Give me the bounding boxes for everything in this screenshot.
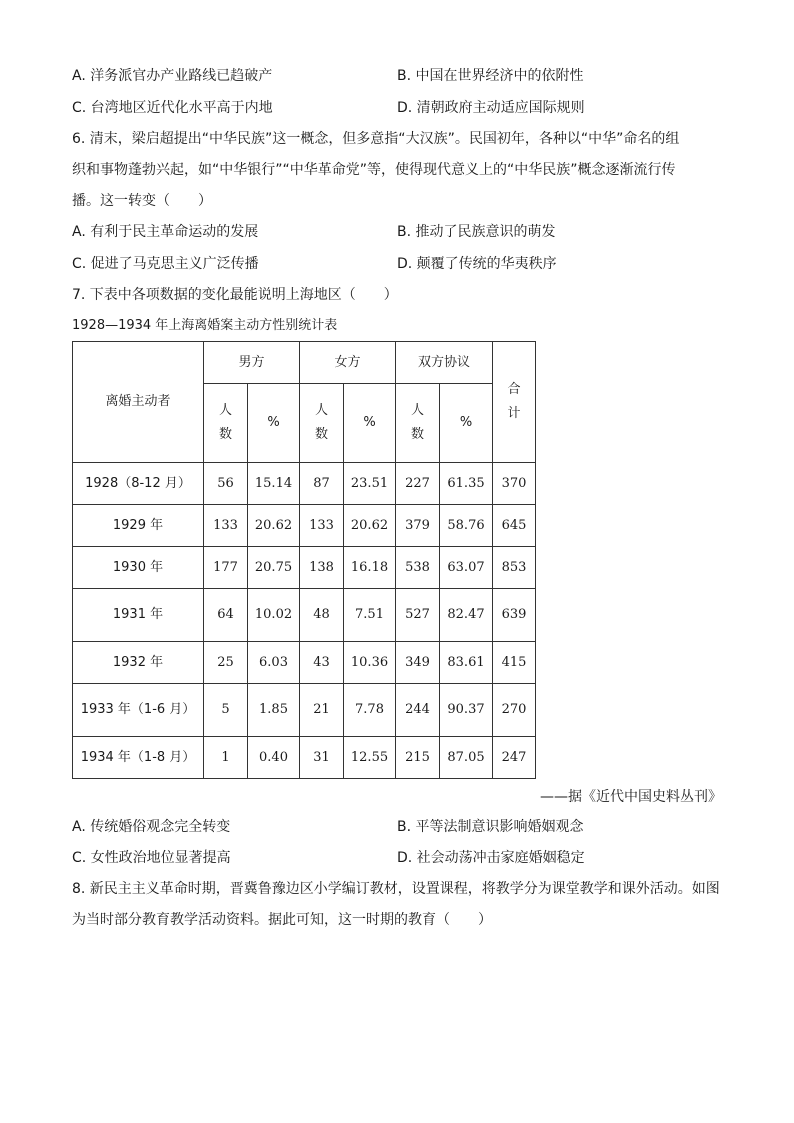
cell-m-p: 10.02 (248, 589, 300, 642)
subheader-people-label: 人数 (314, 403, 328, 442)
q7-option-a: A. 传统婚俗观念完全转变 (72, 819, 231, 835)
table-title: 1928—1934 年上海离婚案主动方性别统计表 (72, 318, 338, 333)
cell-b-n: 244 (396, 684, 440, 737)
cell-b-n: 379 (396, 505, 440, 547)
divorce-statistics-table (72, 341, 536, 779)
cell-f-n: 21 (300, 684, 344, 737)
q5-option-d: D. 清朝政府主动适应国际规则 (397, 100, 585, 116)
subheader-people-label: 人数 (410, 403, 424, 442)
cell-m-n: 133 (204, 505, 248, 547)
cell-total: 415 (493, 642, 536, 684)
table-source: ——据《近代中国史料丛刊》 (540, 789, 722, 805)
cell-m-n: 5 (204, 684, 248, 737)
row-period: 1931 年 (73, 589, 204, 642)
cell-m-n: 1 (204, 737, 248, 779)
q6-stem-line-1: 6. 清末，梁启超提出“中华民族”这一概念，但多意指“大汉族”。民国初年，各种以“中华”命名的组 (72, 131, 680, 147)
q8-stem-line-1: 8. 新民主主义革命时期，晋冀鲁豫边区小学编订教材，设置课程，将教学分为课堂教学和课外活动。如图 (72, 881, 720, 897)
row-period: 1934 年（1-8 月） (73, 737, 204, 779)
cell-m-p: 20.62 (248, 505, 300, 547)
header-total (493, 342, 536, 463)
table-row (73, 547, 536, 589)
cell-b-p: 90.37 (440, 684, 493, 737)
cell-total: 639 (493, 589, 536, 642)
subheader-people (300, 384, 344, 463)
table-row (73, 684, 536, 737)
table-row (73, 589, 536, 642)
cell-f-p: 23.51 (344, 463, 396, 505)
q5-option-a: A. 洋务派官办产业路线已趋破产 (72, 68, 273, 84)
table-row (73, 737, 536, 779)
q5-option-b: B. 中国在世界经济中的依附性 (397, 68, 584, 84)
cell-f-n: 138 (300, 547, 344, 589)
cell-b-n: 538 (396, 547, 440, 589)
header-mutual: 双方协议 (396, 342, 493, 384)
cell-b-n: 527 (396, 589, 440, 642)
cell-f-p: 16.18 (344, 547, 396, 589)
cell-m-p: 20.75 (248, 547, 300, 589)
cell-total: 645 (493, 505, 536, 547)
q6-option-b: B. 推动了民族意识的萌发 (397, 224, 556, 240)
cell-m-n: 64 (204, 589, 248, 642)
header-total-label: 合计 (507, 382, 521, 421)
cell-f-p: 7.51 (344, 589, 396, 642)
table-header-row (73, 342, 536, 384)
q7-stem: 7. 下表中各项数据的变化最能说明上海地区（ ） (72, 287, 398, 303)
header-male: 男方 (204, 342, 300, 384)
row-period: 1930 年 (73, 547, 204, 589)
cell-b-n: 349 (396, 642, 440, 684)
subheader-percent: % (248, 384, 300, 463)
cell-f-p: 20.62 (344, 505, 396, 547)
cell-b-p: 61.35 (440, 463, 493, 505)
cell-total: 270 (493, 684, 536, 737)
cell-f-n: 87 (300, 463, 344, 505)
q6-stem-line-2: 织和事物蓬勃兴起，如“中华银行”“中华革命党”等，使得现代意义上的“中华民族”概念逐渐流行传 (72, 162, 676, 178)
subheader-people (396, 384, 440, 463)
cell-f-p: 10.36 (344, 642, 396, 684)
cell-f-p: 7.78 (344, 684, 396, 737)
cell-f-p: 12.55 (344, 737, 396, 779)
table-row (73, 463, 536, 505)
cell-m-n: 56 (204, 463, 248, 505)
q6-option-c: C. 促进了马克思主义广泛传播 (72, 256, 259, 272)
header-female: 女方 (300, 342, 396, 384)
cell-f-n: 31 (300, 737, 344, 779)
subheader-people-label: 人数 (218, 403, 232, 442)
cell-b-p: 58.76 (440, 505, 493, 547)
q6-stem-line-3: 播。这一转变（ ） (72, 193, 212, 209)
cell-b-n: 227 (396, 463, 440, 505)
subheader-percent: % (440, 384, 493, 463)
cell-total: 853 (493, 547, 536, 589)
q8-stem-line-2: 为当时部分教育教学活动资料。据此可知，这一时期的教育（ ） (72, 912, 492, 928)
row-period: 1929 年 (73, 505, 204, 547)
q5-option-c: C. 台湾地区近代化水平高于内地 (72, 100, 273, 116)
table-row (73, 642, 536, 684)
cell-b-n: 215 (396, 737, 440, 779)
cell-f-n: 48 (300, 589, 344, 642)
cell-total: 247 (493, 737, 536, 779)
subheader-percent: % (344, 384, 396, 463)
q6-option-a: A. 有利于民主革命运动的发展 (72, 224, 259, 240)
cell-b-p: 83.61 (440, 642, 493, 684)
subheader-people (204, 384, 248, 463)
table-row (73, 505, 536, 547)
cell-m-p: 1.85 (248, 684, 300, 737)
header-initiator: 离婚主动者 (73, 342, 204, 463)
cell-m-p: 0.40 (248, 737, 300, 779)
cell-f-n: 43 (300, 642, 344, 684)
cell-m-n: 177 (204, 547, 248, 589)
row-period: 1933 年（1-6 月） (73, 684, 204, 737)
q7-option-d: D. 社会动荡冲击家庭婚姻稳定 (397, 850, 585, 866)
cell-f-n: 133 (300, 505, 344, 547)
cell-m-p: 6.03 (248, 642, 300, 684)
cell-b-p: 82.47 (440, 589, 493, 642)
cell-m-n: 25 (204, 642, 248, 684)
cell-b-p: 87.05 (440, 737, 493, 779)
row-period: 1928（8-12 月） (73, 463, 204, 505)
q6-option-d: D. 颠覆了传统的华夷秩序 (397, 256, 557, 272)
row-period: 1932 年 (73, 642, 204, 684)
table-body (73, 463, 536, 779)
q7-option-c: C. 女性政治地位显著提高 (72, 850, 231, 866)
cell-total: 370 (493, 463, 536, 505)
cell-b-p: 63.07 (440, 547, 493, 589)
cell-m-p: 15.14 (248, 463, 300, 505)
q7-option-b: B. 平等法制意识影响婚姻观念 (397, 819, 584, 835)
